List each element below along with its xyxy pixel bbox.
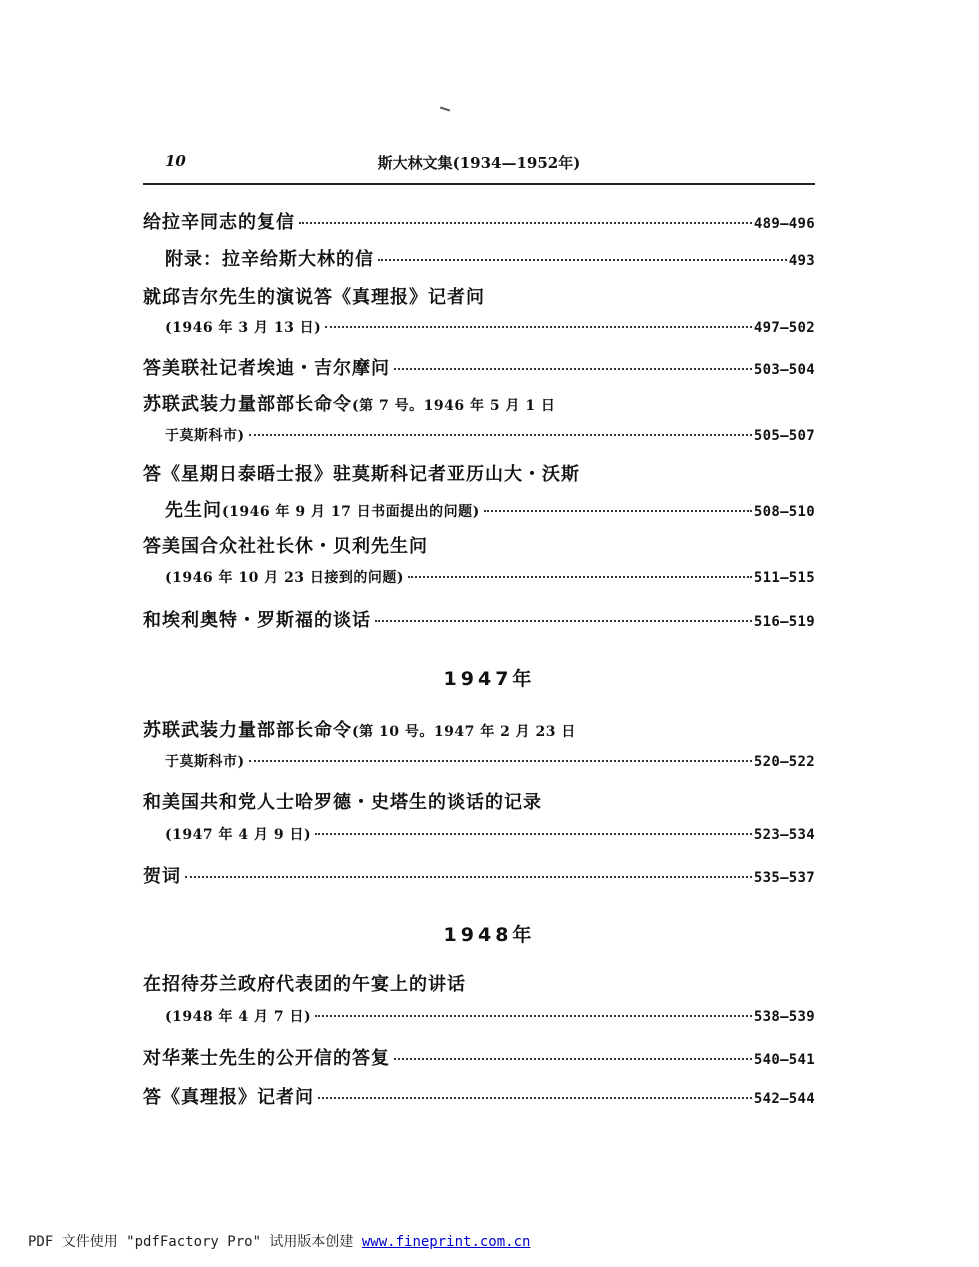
toc-line — [165, 567, 815, 593]
page-range: 540—541 — [753, 1052, 815, 1068]
toc-line — [143, 606, 815, 632]
header-rule — [143, 183, 815, 185]
page-range: 505—507 — [753, 428, 815, 444]
toc-line — [165, 824, 815, 850]
page-range: 489—496 — [753, 216, 815, 232]
page-range: 497—502 — [753, 320, 815, 336]
pdf-footer — [28, 1231, 530, 1255]
page-range: 538—539 — [753, 1009, 815, 1025]
dot-leader — [249, 434, 752, 436]
running-title: 斯大林文集(1934—1952年) — [377, 154, 581, 172]
page-range: 493 — [788, 253, 815, 269]
entry-note: (1946 年 9 月 17 日书面提出的问题) — [222, 504, 480, 520]
entry-title: 答美联社记者埃迪・吉尔摩问 — [143, 358, 390, 379]
entry-title: 和埃利奥特・罗斯福的谈话 — [143, 610, 371, 631]
toc-line — [143, 208, 815, 234]
page-range: 542—544 — [753, 1091, 815, 1107]
dot-leader — [378, 259, 787, 261]
entry-note: 于莫斯科市) — [165, 428, 245, 444]
entry-note: (第 7 号。1946 年 5 月 1 日 — [352, 398, 556, 414]
page-range: 535—537 — [753, 870, 815, 886]
page-range: 511—515 — [753, 570, 815, 586]
page-header — [143, 150, 815, 176]
footer-text: PDF 文件使用 "pdfFactory Pro" 试用版本创建 — [28, 1234, 362, 1250]
entry-note: (1946 年 10 月 23 日接到的问题) — [165, 570, 405, 586]
page-number: 10 — [165, 152, 186, 170]
year-heading: 1947年 — [443, 668, 536, 690]
page-range: 508—510 — [753, 504, 815, 520]
dot-leader — [299, 222, 752, 224]
entry-title: 和美国共和党人士哈罗德・史塔生的谈话的记录 — [143, 792, 542, 813]
toc-line — [143, 716, 815, 742]
entry-title: 苏联武装力量部部长命令 — [143, 394, 352, 415]
toc-line — [143, 1044, 815, 1070]
entry-note: (1948 年 4 月 7 日) — [165, 1009, 312, 1025]
entry-title: 给拉辛同志的复信 — [143, 212, 295, 233]
entry-title: 附录：拉辛给斯大林的信 — [165, 249, 374, 270]
toc-line — [165, 496, 815, 522]
entry-note: (1947 年 4 月 9 日) — [165, 827, 312, 843]
entry-title: 对华莱士先生的公开信的答复 — [143, 1048, 390, 1069]
toc-line — [143, 390, 815, 416]
toc-line — [165, 245, 815, 271]
entry-title: 答美国合众社社长休・贝利先生问 — [143, 536, 428, 557]
entry-title: 就邱吉尔先生的演说答《真理报》记者问 — [143, 287, 485, 308]
footer-link[interactable]: www.fineprint.com.cn — [361, 1234, 531, 1250]
toc-line — [165, 425, 815, 451]
toc-line — [143, 1083, 815, 1109]
entry-note: (第 10 号。1947 年 2 月 23 日 — [352, 724, 576, 740]
toc-line — [165, 751, 815, 777]
dot-leader — [408, 576, 752, 578]
dot-leader — [185, 876, 752, 878]
page-range: 516—519 — [753, 614, 815, 630]
dot-leader — [375, 620, 752, 622]
stray-ink-mark — [440, 107, 450, 112]
toc-line — [143, 532, 815, 558]
dot-leader — [315, 1015, 752, 1017]
toc-line — [143, 970, 815, 996]
entry-note: 于莫斯科市) — [165, 754, 245, 770]
dot-leader — [315, 833, 752, 835]
toc-line — [165, 1006, 815, 1032]
dot-leader — [394, 1058, 752, 1060]
dot-leader — [318, 1097, 752, 1099]
dot-leader — [325, 326, 752, 328]
entry-title-continued: 先生问 — [165, 500, 222, 521]
entry-title: 答《真理报》记者问 — [143, 1087, 314, 1108]
entry-title: 答《星期日泰晤士报》驻莫斯科记者亚历山大・沃斯 — [143, 464, 580, 485]
toc-line — [165, 317, 815, 343]
toc-line — [143, 788, 815, 814]
entry-title: 贺词 — [143, 866, 181, 887]
dot-leader — [394, 368, 752, 370]
entry-title: 在招待芬兰政府代表团的午宴上的讲话 — [143, 974, 466, 995]
toc-line — [143, 354, 815, 380]
page-range: 523—534 — [753, 827, 815, 843]
dot-leader — [249, 760, 752, 762]
toc-line — [143, 283, 815, 309]
year-heading: 1948年 — [443, 924, 536, 946]
toc-line — [143, 460, 815, 486]
page-range: 503—504 — [753, 362, 815, 378]
page-range: 520—522 — [753, 754, 815, 770]
entry-note: (1946 年 3 月 13 日) — [165, 320, 322, 336]
toc-line — [143, 862, 815, 888]
entry-title: 苏联武装力量部部长命令 — [143, 720, 352, 741]
dot-leader — [484, 510, 752, 512]
